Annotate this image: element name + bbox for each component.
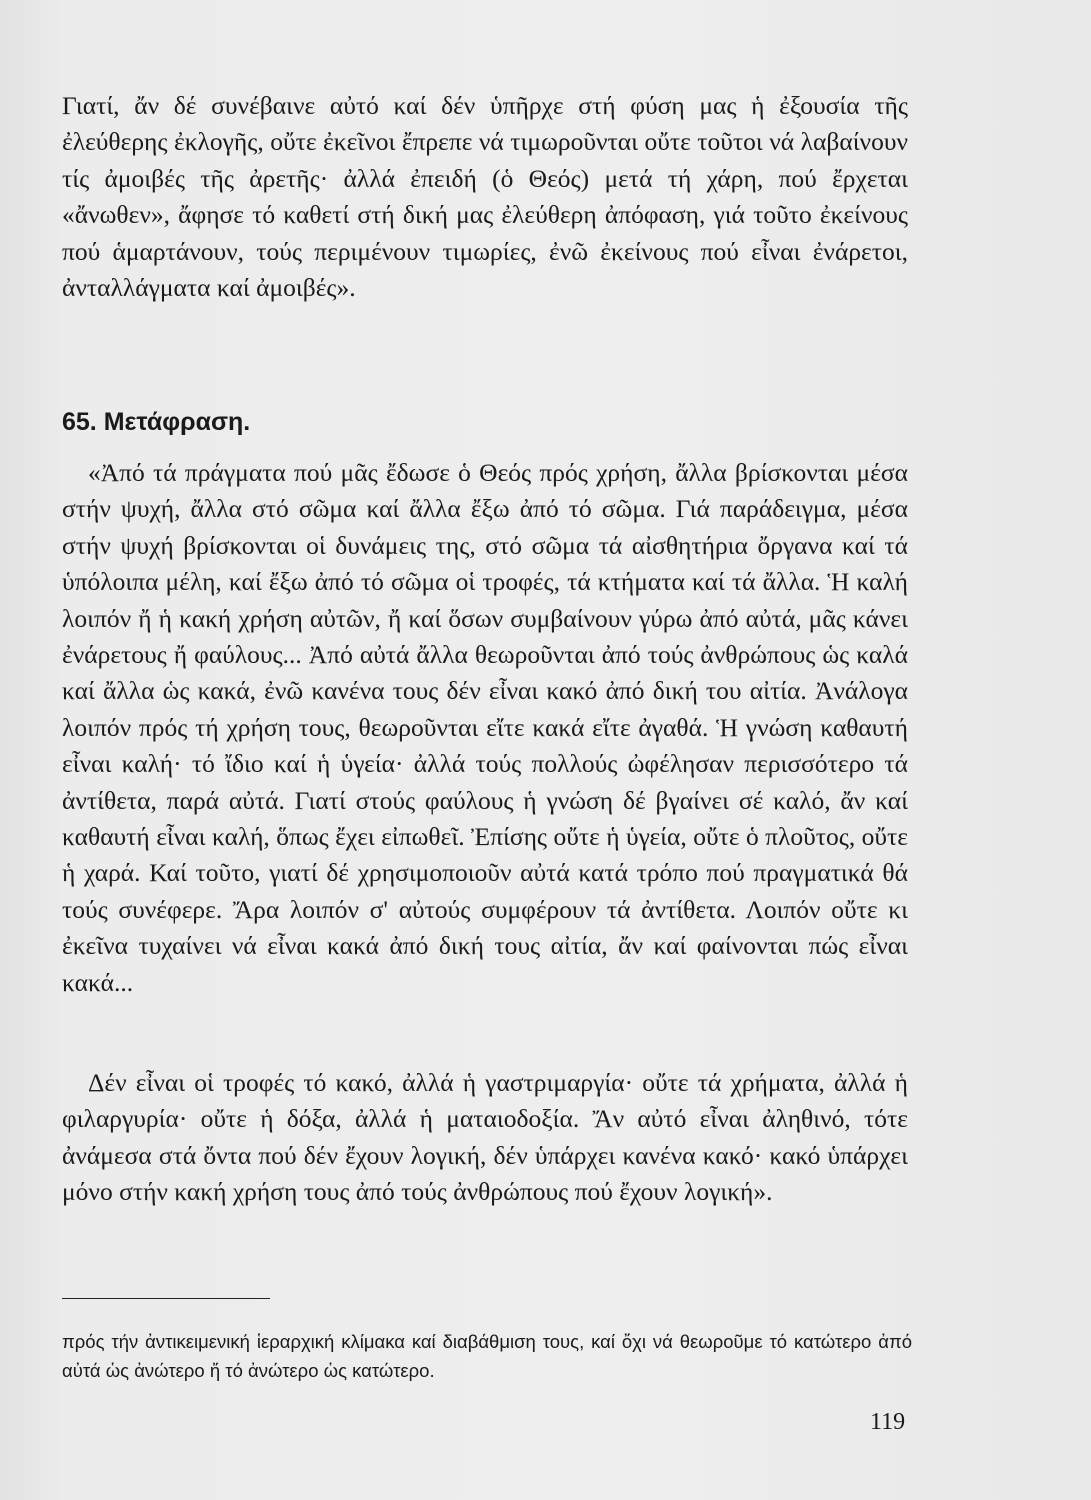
paragraph-conclusion: Δέν εἶναι οἱ τροφές τό κακό, ἀλλά ἡ γαστριμαργία· οὔτε τά χρήματα, ἀλλά ἡ φιλαργυρία· οὔτε ἡ δόξα, ἀλλά ἡ ματαιοδοξία. Ἄν αὐτό εἶναι ἀληθινό, τότε ἀνάμεσα στά ὄντα πού δέν ἔχουν λογική, δέν ὑπάρχει κανένα κακό· κακό ὑπάρχει μόνο στήν κακή χρήση τους ἀπό τούς ἀνθρώπους πού ἔχουν λογική». <box>62 1068 908 1207</box>
footnote: πρός τήν ἀντικειμενική ἱεραρχική κλίμακα καί διαβάθμιση τους, καί ὄχι νά θεωροῦμε τό κατώτερο ἀπό αὐτά ὡς ἀνώτερο ἤ τό ἀνώτερο ὡς κατώτερο. <box>62 1331 912 1381</box>
section-heading: 65. Μετάφραση. <box>62 408 251 436</box>
paragraph-translation: «Ἀπό τά πράγματα πού μᾶς ἔδωσε ὁ Θεός πρός χρήση, ἄλλα βρίσκονται μέσα στήν ψυχή, ἄλλα στό σῶμα καί ἄλλα ἔξω ἀπό τό σῶμα. Γιά παράδειγμα, μέσα στήν ψυχή βρίσκονται οἱ δυνάμεις της, στό σῶμα τά αἰσθητήρια ὄργανα καί τά ὑπόλοιπα μέλη, καί ἔξω ἀπό τό σῶμα οἱ τροφές, τά κτήματα καί τά ἄλλα. Ἡ καλή λοιπόν ἤ ἡ κακή χρήση αὐτῶν, ἤ καί ὅσων συμβαίνουν γύρω ἀπό αὐτά, μᾶς κάνει ἐνάρετους ἤ φαύλους... Ἀπό αὐτά ἄλλα θεωροῦνται ἀπό τούς ἀνθρώπους ὡς καλά καί ἄλλα ὡς κακά, ἐνῶ κανένα τους δέν εἶναι κακό ἀπό δική του αἰτία. Ἀνάλογα λοιπόν πρός τή χρήση τους, θεωροῦνται εἴτε κακά εἴτε ἀγαθά. Ἡ γνώση καθαυτή εἶναι καλή· τό ἴδιο καί ἡ ὑγεία· ἀλλά τούς πολλούς ὠφέλησαν περισσότερο τά ἀντίθετα, παρά αὐτά. Γιατί στούς φαύλους ἡ γνώση δέ βγαίνει σέ καλό, ἄν καί καθαυτή εἶναι καλή, ὅπως ἔχει εἰπωθεῖ. Ἐπίσης οὔτε ἡ ὑγεία, οὔτε ὁ πλοῦτος, οὔτε ἡ χαρά. Καί τοῦτο, γιατί δέ χρησιμοποιοῦν αὐτά κατά τρόπο πού πραγματικά θά τούς συνέφερε. Ἄρα λοιπόν σ' αὐτούς συμφέρουν τά ἀντίθετα. Λοιπόν οὔτε κι ἐκεῖνα τυχαίνει νά εἶναι κακά ἀπό δική τους αἰτία, ἄν καί φαίνονται πώς εἶναι κακά... <box>62 458 908 997</box>
paragraph-continued: Γιατί, ἄν δέ συνέβαινε αὐτό καί δέν ὑπῆρχε στή φύση μας ἡ ἐξουσία τῆς ἐλεύθερης ἐκλογῆς, οὔτε ἐκεῖνοι ἔπρεπε νά τιμωροῦνται οὔτε τοῦτοι νά λαβαίνουν τίς ἀμοιβές τῆς ἀρετῆς· ἀλλά ἐπειδή (ὁ Θεός) μετά τή χάρη, πού ἔρχεται «ἄνωθεν», ἄφησε τό καθετί στή δική μας ἐλεύθερη ἀπόφαση, γιά τοῦτο ἐκείνους πού ἁμαρτάνουν, τούς περιμένουν τιμωρίες, ἐνῶ ἐκείνους πού εἶναι ἐνάρετοι, ἀνταλλάγματα καί ἀμοιβές». <box>62 91 908 303</box>
page-number: 119 <box>870 1409 906 1435</box>
footnote-divider <box>62 1298 270 1299</box>
